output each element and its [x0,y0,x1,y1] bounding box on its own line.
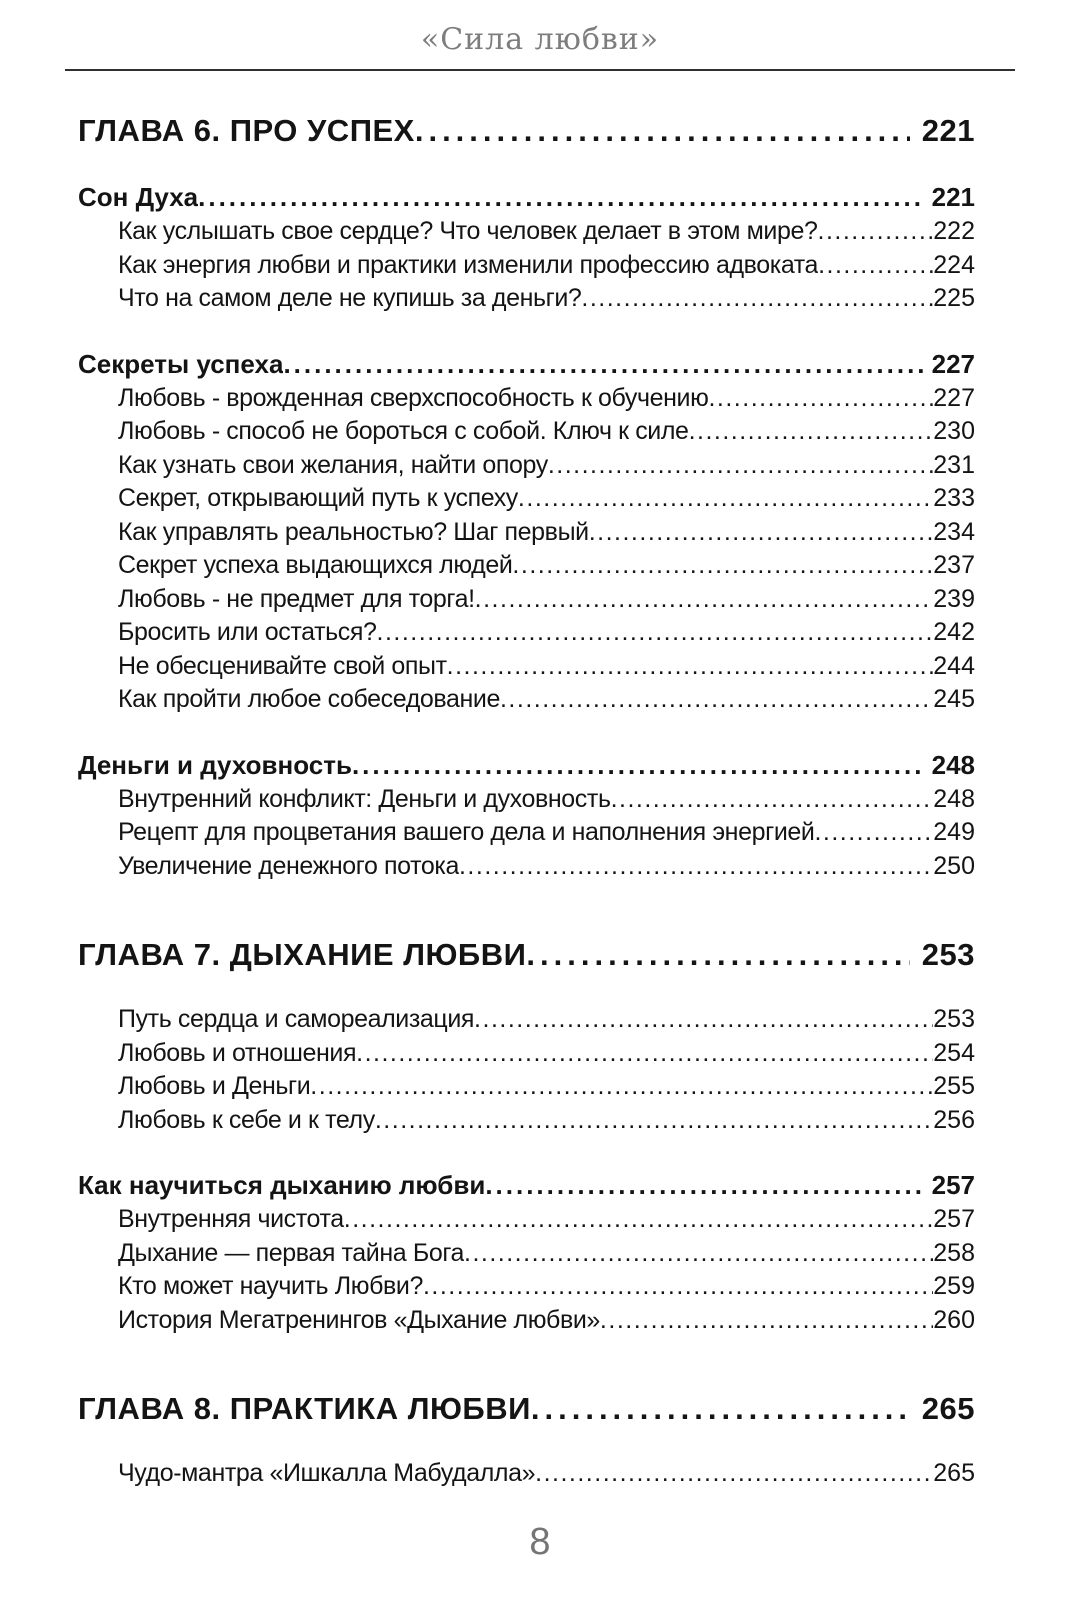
toc-entry-row [118,282,975,316]
toc-entry-row [118,249,975,283]
toc-entry-row-title: Чудо-мантра «Ишкалла Мабудалла» [118,1459,536,1487]
dot-leader [474,1003,933,1037]
toc-entry-row [118,516,975,550]
toc-entry-row-title: Как управлять реальностью? Шаг первый [118,517,589,546]
dot-leader [475,583,934,617]
dot-leader [535,1457,933,1491]
toc-entry-row-pagenum: 244 [933,651,975,680]
toc-entry-row-pagenum: 259 [933,1272,975,1300]
dot-leader [459,850,933,884]
toc-entry-row-title: Бросить или остаться? [118,618,377,646]
toc-group [78,346,975,717]
table-of-contents [65,113,1015,1491]
toc-section-row-title: Секреты успеха [78,348,284,379]
toc-entry-row-title: Любовь - способ не бороться с собой. Ключ к силе [118,417,689,445]
dot-leader [581,282,933,316]
dot-leader [689,415,934,449]
toc-entry-row [118,583,975,617]
toc-entry-row-title: Любовь и отношения [118,1038,357,1067]
toc-chapter-row [78,113,975,149]
toc-entry-row-pagenum: 258 [933,1238,975,1267]
toc-entry-row-pagenum: 239 [933,584,975,613]
toc-entry-row [118,1203,975,1237]
toc-entry-row [118,816,975,850]
dot-leader [531,1391,910,1427]
toc-section-row [78,179,975,215]
page-footer [65,1521,1015,1564]
toc-entry-row [118,1457,975,1491]
dot-leader [500,683,933,717]
toc-group [78,179,975,316]
toc-entry-row-title: История Мегатренингов «Дыхание любви» [118,1305,600,1334]
dot-leader [375,1104,933,1138]
toc-entry-row-pagenum: 253 [933,1005,975,1033]
toc-entry-row [118,683,975,717]
toc-section-row [78,747,975,783]
toc-entry-row-pagenum: 254 [933,1038,975,1067]
toc-section-row [78,1167,975,1203]
toc-entry-row-pagenum: 222 [933,217,975,245]
toc-group [78,1003,975,1137]
toc-entry-row-pagenum: 248 [933,784,975,813]
toc-entry-row [118,382,975,416]
toc-entry-row-title: Секрет, открывающий путь к успеху [118,484,518,512]
toc-entry-row-title: Как услышать свое сердце? Что человек делает в этом мире? [118,217,818,245]
toc-entry-row-title: Любовь к себе и к телу [118,1105,375,1134]
dot-leader [283,346,922,382]
toc-entry-row-pagenum: 260 [933,1305,975,1334]
toc-entry-row-pagenum: 245 [933,685,975,713]
dot-leader [352,747,923,783]
toc-entry-row-title: Секрет успеха выдающихся людей [118,551,513,579]
toc-chapter-row-pagenum: 221 [921,113,975,148]
toc-chapter-row-title: ГЛАВА 6. ПРО УСПЕХ [78,113,415,148]
toc-section-row-pagenum: 221 [931,182,975,212]
dot-leader [423,1270,933,1304]
dot-leader [344,1203,934,1237]
dot-leader [518,482,933,516]
toc-entry-row-pagenum: 233 [933,484,975,512]
toc-entry-row-title: Любовь - не предмет для торга! [118,584,475,613]
toc-entry-row [118,1270,975,1304]
toc-entry-row-title: Что на самом деле не купишь за деньги? [118,284,582,312]
toc-section-row [78,346,975,382]
dot-leader [198,179,922,215]
toc-entry-row [118,1304,975,1338]
dot-leader [814,816,933,850]
toc-entry-row-title: Любовь - врожденная сверхспособность к обучению [118,383,709,412]
toc-entry-row-title: Кто может научить Любви? [118,1272,423,1300]
toc-section-row-title: Сон Духа [78,182,199,212]
toc-entry-row [118,1237,975,1271]
toc-section-row-title: Как научиться дыханию любви [78,1170,486,1200]
toc-entry-row [118,482,975,516]
toc-entry-row-title: Внутренняя чистота [118,1205,344,1233]
toc-chapter-row [78,1391,975,1427]
toc-entry-row-pagenum: 256 [933,1105,975,1134]
page-number: 8 [529,1520,551,1563]
dot-leader [589,516,934,550]
dot-leader [356,1037,933,1071]
dot-leader [512,549,933,583]
toc-entry-row [118,616,975,650]
toc-chapter-row-pagenum: 265 [921,1391,975,1426]
toc-entry-row-pagenum: 227 [933,383,975,412]
toc-entry-row-title: Путь сердца и самореализация [118,1005,475,1033]
toc-group [78,1167,975,1337]
chapter-block [78,113,975,883]
toc-entry-row-title: Внутренний конфликт: Деньги и духовность [118,784,611,813]
toc-chapter-row [78,937,975,973]
dot-leader [377,616,934,650]
dot-leader [485,1167,922,1203]
toc-entry-row-title: Как пройти любое собеседование [118,685,500,713]
dot-leader [600,1304,933,1338]
toc-entry-row-pagenum: 237 [933,551,975,579]
toc-entry-row [118,215,975,249]
toc-chapter-row-pagenum: 253 [921,937,975,972]
toc-entry-row [118,1037,975,1071]
toc-entry-row-pagenum: 255 [933,1072,975,1100]
toc-entry-row-pagenum: 257 [933,1205,975,1233]
toc-entry-row-pagenum: 224 [933,250,975,279]
chapter-block [78,937,975,1337]
toc-entry-row-pagenum: 230 [933,417,975,445]
dot-leader [818,215,934,249]
toc-entry-row-pagenum: 265 [933,1459,975,1487]
dot-leader [310,1070,933,1104]
toc-entry-row-title: Не обесценивайте свой опыт [118,651,447,680]
toc-entry-row-title: Увеличение денежного потока [118,851,459,880]
toc-section-row-pagenum: 227 [931,348,975,379]
toc-entry-row [118,415,975,449]
toc-entry-row-pagenum: 250 [933,851,975,880]
toc-entry-row-title: Любовь и Деньги [118,1072,311,1100]
dot-leader [526,937,909,973]
toc-entry-row-pagenum: 234 [933,517,975,546]
toc-entry-row [118,1070,975,1104]
toc-entry-row-title: Как узнать свои желания, найти опору [118,450,548,479]
toc-entry-row [118,549,975,583]
dot-leader [464,1237,933,1271]
toc-entry-row-title: Дыхание — первая тайна Бога [118,1238,464,1267]
toc-entry-row [118,850,975,884]
toc-entry-row [118,449,975,483]
running-header [65,22,1015,71]
toc-group [78,1457,975,1491]
toc-entry-row-pagenum: 225 [933,284,975,312]
dot-leader [818,249,933,283]
toc-entry-row-pagenum: 249 [933,818,975,846]
dot-leader [611,783,934,817]
toc-entry-row [118,1104,975,1138]
toc-chapter-row-title: ГЛАВА 7. ДЫХАНИЕ ЛЮБВИ [78,937,527,972]
toc-entry-row-title: Рецепт для процветания вашего дела и наполнения энергией [118,818,815,846]
toc-entry-row-pagenum: 231 [933,450,975,479]
dot-leader [415,113,910,149]
toc-entry-row [118,1003,975,1037]
toc-entry-row [118,783,975,817]
dot-leader [447,650,934,684]
toc-entry-row-pagenum: 242 [933,618,975,646]
toc-entry-row [118,650,975,684]
toc-section-row-pagenum: 257 [931,1170,975,1200]
toc-chapter-row-title: ГЛАВА 8. ПРАКТИКА ЛЮБВИ [78,1391,531,1426]
toc-section-row-title: Деньги и духовность [78,749,352,780]
running-header-title: «Сила любви» [420,22,660,57]
dot-leader [548,449,933,483]
dot-leader [708,382,933,416]
toc-group [78,747,975,884]
chapter-block [78,1391,975,1491]
toc-entry-row-title: Как энергия любви и практики изменили профессию адвоката [118,250,819,279]
toc-section-row-pagenum: 248 [931,749,975,780]
